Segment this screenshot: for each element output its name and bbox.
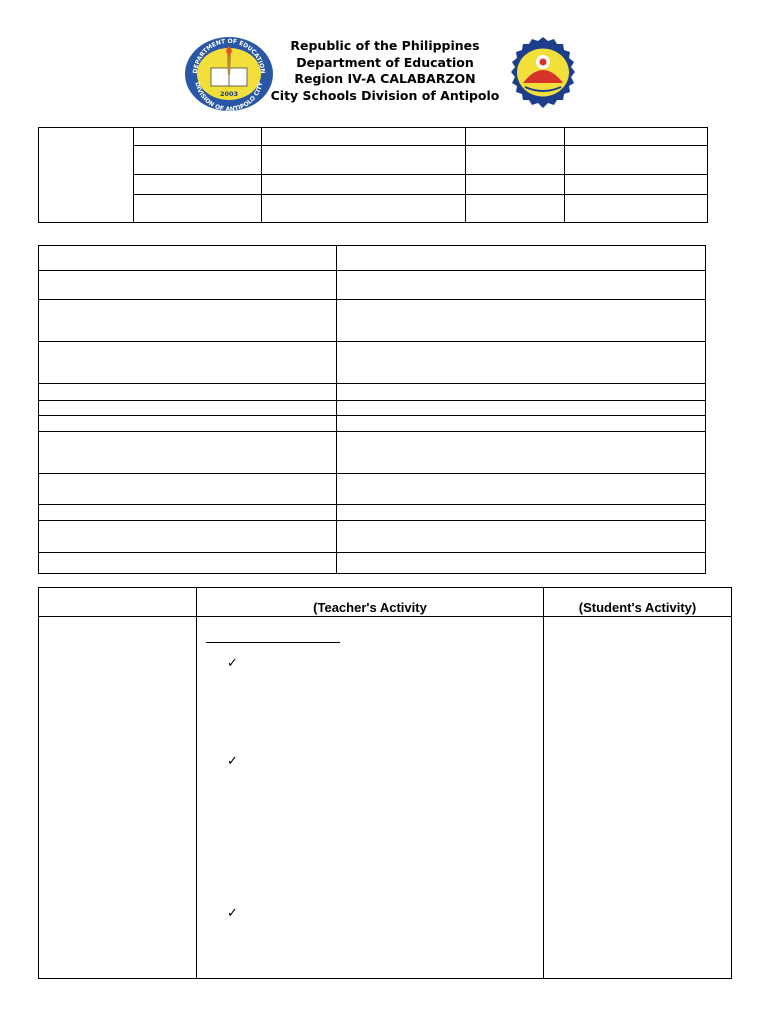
detail-value-cell bbox=[337, 342, 706, 384]
detail-label-cell bbox=[39, 505, 337, 521]
fill-in-blank-line bbox=[206, 642, 340, 643]
header-line-division: City Schools Division of Antipolo bbox=[270, 87, 500, 103]
learning-activities-table bbox=[38, 587, 732, 979]
header-line-region: Region IV-A CALABARZON bbox=[294, 71, 476, 86]
teacher-activity-cell bbox=[197, 617, 544, 979]
lesson-info-table bbox=[38, 127, 708, 223]
info-cell bbox=[134, 146, 262, 175]
info-cell bbox=[134, 128, 262, 146]
info-cell bbox=[466, 195, 565, 223]
teacher-activity-header: (Teacher's Activity bbox=[197, 588, 544, 617]
check-mark-icon: ✓ bbox=[227, 655, 238, 670]
lesson-details-table bbox=[38, 245, 706, 574]
detail-label-cell bbox=[39, 384, 337, 401]
seal-bottom-text: DIVISION OF ANTIPOLO CITY bbox=[193, 81, 265, 113]
seal-year: 2003 bbox=[219, 90, 239, 98]
detail-label-cell bbox=[39, 401, 337, 416]
deped-antipolo-seal bbox=[183, 35, 275, 113]
seal-top-text: DEPARTMENT OF EDUCATION bbox=[191, 37, 267, 74]
detail-value-cell bbox=[337, 432, 706, 474]
info-cell bbox=[262, 146, 466, 175]
info-cell bbox=[565, 175, 708, 195]
info-cell bbox=[134, 175, 262, 195]
detail-label-cell bbox=[39, 300, 337, 342]
detail-label-cell bbox=[39, 246, 337, 271]
info-cell bbox=[565, 195, 708, 223]
phase-cell bbox=[39, 617, 197, 979]
detail-label-cell bbox=[39, 416, 337, 432]
detail-label-cell bbox=[39, 271, 337, 300]
info-cell bbox=[262, 128, 466, 146]
document-header bbox=[0, 0, 768, 120]
detail-value-cell bbox=[337, 401, 706, 416]
detail-value-cell bbox=[337, 416, 706, 432]
phase-header-cell bbox=[39, 588, 197, 617]
student-activity-header: (Student's Activity) bbox=[544, 588, 732, 617]
detail-value-cell bbox=[337, 505, 706, 521]
info-cell bbox=[466, 128, 565, 146]
detail-label-cell bbox=[39, 342, 337, 384]
detail-value-cell bbox=[337, 246, 706, 271]
detail-value-cell bbox=[337, 521, 706, 553]
student-activity-cell bbox=[544, 617, 732, 979]
detail-value-cell bbox=[337, 300, 706, 342]
detail-label-cell bbox=[39, 521, 337, 553]
info-cell bbox=[262, 175, 466, 195]
detail-label-cell bbox=[39, 553, 337, 574]
detail-label-cell bbox=[39, 474, 337, 505]
info-cell bbox=[262, 195, 466, 223]
info-label-cell bbox=[39, 128, 134, 223]
check-mark-icon: ✓ bbox=[227, 905, 238, 920]
header-lines bbox=[270, 38, 500, 104]
detail-label-cell bbox=[39, 432, 337, 474]
antipolo-city-seal bbox=[499, 35, 587, 110]
detail-value-cell bbox=[337, 474, 706, 505]
detail-value-cell bbox=[337, 271, 706, 300]
info-cell bbox=[565, 146, 708, 175]
info-cell bbox=[134, 195, 262, 223]
detail-value-cell bbox=[337, 553, 706, 574]
info-cell bbox=[466, 175, 565, 195]
header-line-republic: Republic of the Philippines bbox=[290, 38, 480, 53]
info-cell bbox=[466, 146, 565, 175]
detail-value-cell bbox=[337, 384, 706, 401]
check-mark-icon: ✓ bbox=[227, 753, 238, 768]
info-cell bbox=[565, 128, 708, 146]
header-line-department: Department of Education bbox=[296, 54, 474, 70]
